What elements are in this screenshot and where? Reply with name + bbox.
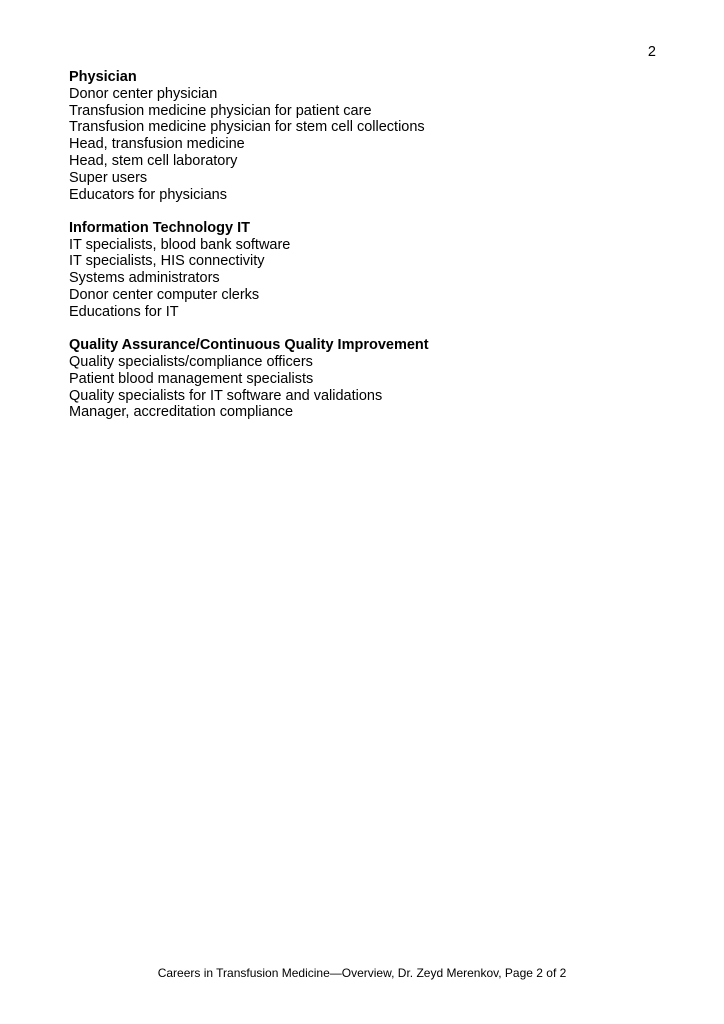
list-item: Quality specialists/compliance officers <box>69 353 313 370</box>
page-footer: Careers in Transfusion Medicine—Overview, Dr. Zeyd Merenkov, Page 2 of 2 <box>157 966 567 980</box>
list-item: Donor center physician <box>69 85 218 102</box>
section-heading: Physician <box>69 69 137 85</box>
list-item: Manager, accreditation compliance <box>69 404 294 421</box>
list-item: IT specialists, HIS connectivity <box>69 253 265 270</box>
section-heading: Quality Assurance/Continuous Quality Improvement <box>69 337 429 354</box>
page-number: 2 <box>647 44 656 60</box>
section-quality-assurance <box>69 337 669 421</box>
list-item: Quality specialists for IT software and validations <box>69 387 383 404</box>
list-item: IT specialists, blood bank software <box>69 236 291 253</box>
list-item: Educators for physicians <box>69 186 227 203</box>
list-item: Head, stem cell laboratory <box>69 152 238 169</box>
list-item: Super users <box>69 169 148 186</box>
section-physician <box>69 69 669 203</box>
section-information-technology <box>69 220 669 321</box>
section-heading: Information Technology IT <box>69 219 250 236</box>
list-item: Donor center computer clerks <box>69 287 260 304</box>
list-item: Patient blood management specialists <box>69 370 314 387</box>
list-item: Transfusion medicine physician for stem cell collections <box>69 119 425 136</box>
list-item: Educations for IT <box>69 303 179 320</box>
role-list <box>69 237 669 321</box>
list-item: Systems administrators <box>69 270 220 287</box>
document-body <box>69 69 669 438</box>
list-item: Head, transfusion medicine <box>69 136 245 153</box>
role-list <box>69 354 669 421</box>
list-item: Transfusion medicine physician for patient care <box>69 102 372 119</box>
role-list <box>69 86 669 204</box>
